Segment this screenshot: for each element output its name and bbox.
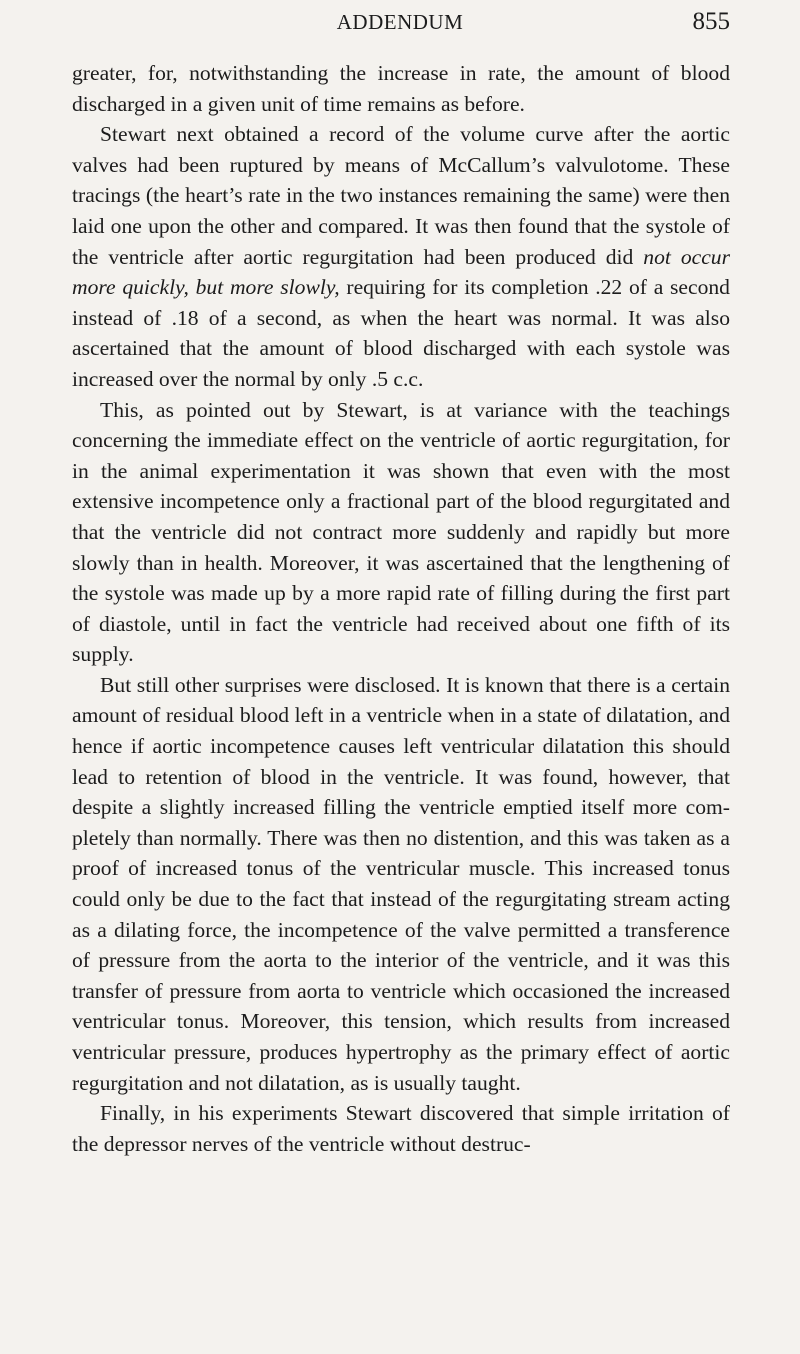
- paragraph-continuation: [72, 58, 730, 119]
- page-header: [0, 6, 800, 42]
- text-segment: This, as pointed out by Stewart, is at variance with the teachings concerning the immediate effect on the ventricle of aortic regurgitation, for in the animal experimentation it was shown that even with the most extensive incompetence only a fractional part of the blood regurgitated and that the ventricle did not contract more suddenly and rapidly but more slowly than in health. Moreover, it was ascertained that the lengthening of the systole was made up by a more rapid rate of filling during the first part of diastole, until in fact the ventricle had received about one fifth of its supply.: [72, 397, 730, 667]
- paragraph-residual-blood: [72, 670, 730, 1098]
- text-segment: But still other surprises were disclosed. It is known that there is a certain amount of residual blood left in a ventricle when in a state of dilatation, and hence if aortic incompetence causes left ventricular dilatation this should lead to retention of blood in the ventricle. It was found, however, that despite a slightly increased filling the ventricle emptied itself more completely than normally. There was then no distention, and this was taken as a proof of increased tonus of the ventricular muscle. This increased tonus could only be due to the fact that instead of the regurgitating stream acting as a dilating force, the incompetence of the valve permitted a transference of pressure from the aorta to the interior of the ventricle, and it was this transfer of pressure from aorta to ventricle which occasioned the increased ventricular tonus. Moreover, this tension, which results from increased ventricular pressure, produces hypertrophy as the primary effect of aortic regurgitation and not dilatation, as is usually taught.: [72, 672, 730, 1095]
- paragraph-variance-teachings: [72, 395, 730, 670]
- running-head: ADDENDUM: [336, 10, 464, 34]
- text-segment: Finally, in his experiments Stewart discovered that simple irritation of the depressor nerves of the ventricle without destruc-: [72, 1101, 730, 1156]
- page-number: 855: [692, 8, 730, 35]
- text-segment: requiring for its completion .22 of a second instead of .18 of a second, as when the heart was normal. It was also ascertained that the amount of blood discharged with each systole was increased over the normal by only .5 c.c.: [72, 275, 730, 391]
- italic-emphasis: not occur more quickly, but more slowly,: [72, 244, 730, 300]
- paragraph-stewart-volume-curve: [72, 119, 730, 394]
- text-segment: greater, for, notwithstanding the increase in rate, the amount of blood discharged in a given unit of time remains as before.: [72, 61, 730, 116]
- paragraph-depressor-nerves: [72, 1098, 730, 1159]
- body-text: [72, 58, 730, 1159]
- text-segment: Stewart next obtained a record of the volume curve after the aortic valves had been ruptured by means of McCallum’s valvulotome. These tracings (the heart’s rate in the two instances remaining the same) were then laid one upon the other and compared. It was then found that the systole of the ventricle after aortic regurgitation had been produced did: [72, 122, 730, 269]
